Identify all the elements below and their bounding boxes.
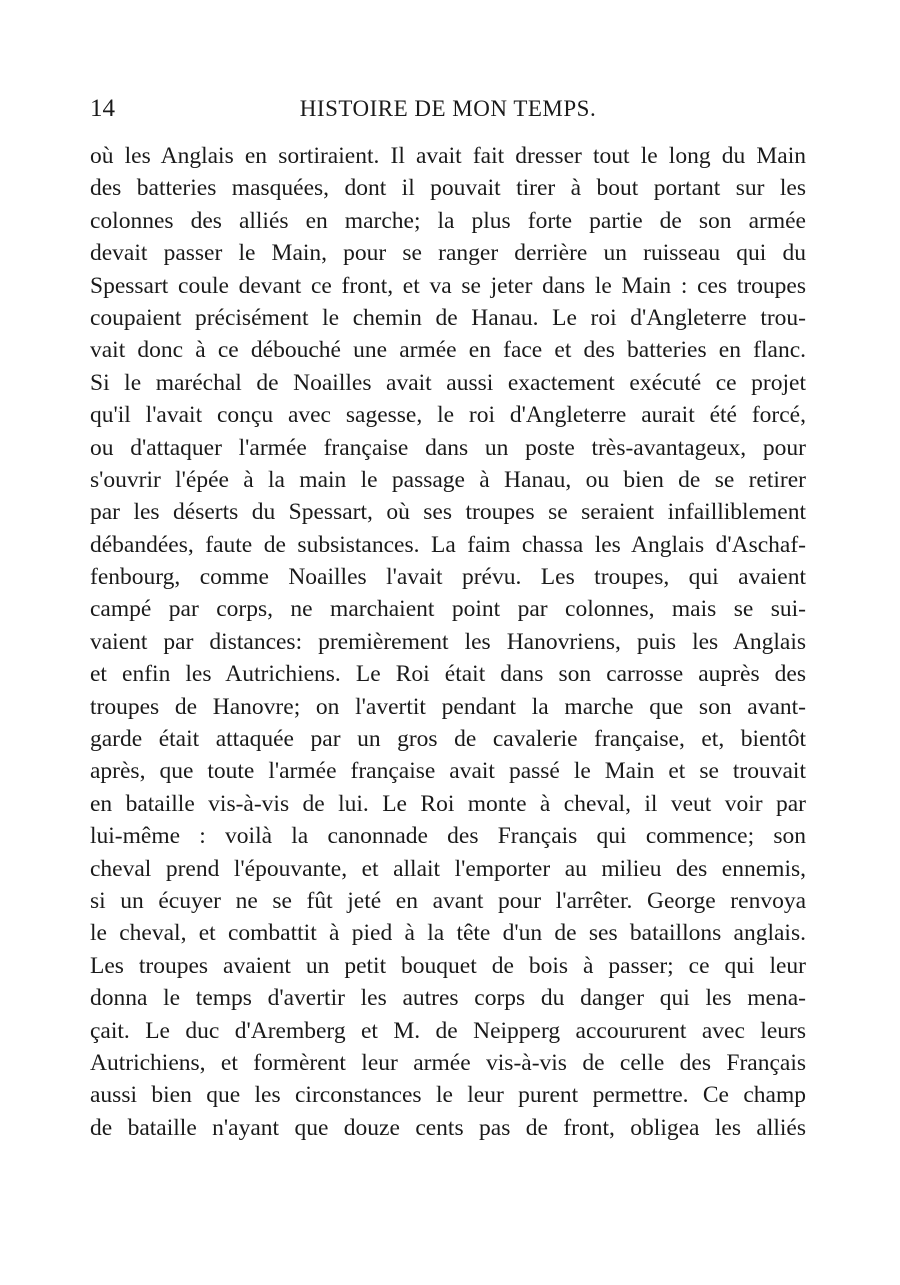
text-line: troupes de Hanovre; on l'avertit pendant la marche que son avant-: [90, 693, 806, 720]
text-line: donna le temps d'avertir les autres corps du danger qui les mena-: [90, 985, 806, 1012]
text-line: Spessart coule devant ce front, et va se jeter dans le Main : ces troupes: [90, 272, 806, 299]
text-line: aussi bien que les circonstances le leur purent permettre. Ce champ: [90, 1082, 806, 1109]
text-line: lui-même : voilà la canonnade des Français qui commence; son: [90, 823, 806, 850]
text-line: où les Anglais en sortiraient. Il avait fait dresser tout le long du Main: [90, 143, 806, 169]
text-line: campé par corps, ne marchaient point par colonnes, mais se sui-: [90, 596, 806, 623]
text-line: vait donc à ce débouché une armée en face et des batteries en flanc.: [90, 337, 806, 364]
text-line: des batteries masquées, dont il pouvait tirer à bout portant sur les: [90, 175, 806, 202]
page-number: 14: [90, 95, 115, 122]
text-line: çait. Le duc d'Aremberg et M. de Neipperg accoururent avec leurs: [90, 1017, 806, 1044]
text-line: cheval prend l'épouvante, et allait l'emporter au milieu des ennemis,: [90, 855, 806, 882]
text-line: s'ouvrir l'épée à la main le passage à Hanau, ou bien de se retirer: [90, 466, 806, 493]
text-line: si un écuyer ne se fût jeté en avant pour l'arrêter. George renvoya: [90, 887, 806, 914]
text-line: après, que toute l'armée française avait passé le Main et se trouvait: [90, 758, 806, 785]
text-line: débandées, faute de subsistances. La faim chassa les Anglais d'Aschaf-: [90, 531, 806, 558]
text-line: garde était attaquée par un gros de cavalerie française, et, bientôt: [90, 726, 806, 753]
text-line: qu'il l'avait conçu avec sagesse, le roi d'Angleterre aurait été forcé,: [90, 402, 806, 429]
text-line: coupaient précisément le chemin de Hanau. Le roi d'Angleterre trou-: [90, 304, 806, 331]
text-line: de bataille n'ayant que douze cents pas de front, obligea les alliés: [90, 1114, 806, 1141]
text-line: Autrichiens, et formèrent leur armée vis-à-vis de celle des Français: [90, 1049, 806, 1076]
text-line: par les déserts du Spessart, où ses troupes se seraient infailliblement: [90, 499, 806, 526]
text-line: le cheval, et combattit à pied à la tête d'un de ses bataillons anglais.: [90, 920, 806, 947]
page-header: [90, 92, 806, 126]
running-title: HISTOIRE DE MON TEMPS.: [299, 96, 597, 121]
text-line: en bataille vis-à-vis de lui. Le Roi monte à cheval, il veut voir par: [90, 790, 806, 817]
text-line: Les troupes avaient un petit bouquet de bois à passer; ce qui leur: [90, 952, 806, 979]
text-line: vaient par distances: premièrement les Hanovriens, puis les Anglais: [90, 628, 806, 655]
text-line: fenbourg, comme Noailles l'avait prévu. Les troupes, qui avaient: [90, 564, 806, 591]
text-line: Si le maréchal de Noailles avait aussi exactement exécuté ce projet: [90, 369, 806, 396]
body-text: [90, 140, 806, 1144]
text-line: colonnes des alliés en marche; la plus forte partie de son armée: [90, 207, 806, 234]
text-line: devait passer le Main, pour se ranger derrière un ruisseau qui du: [90, 240, 806, 267]
text-line: ou d'attaquer l'armée française dans un poste très-avantageux, pour: [90, 434, 806, 461]
text-line: et enfin les Autrichiens. Le Roi était dans son carrosse auprès des: [90, 661, 806, 688]
